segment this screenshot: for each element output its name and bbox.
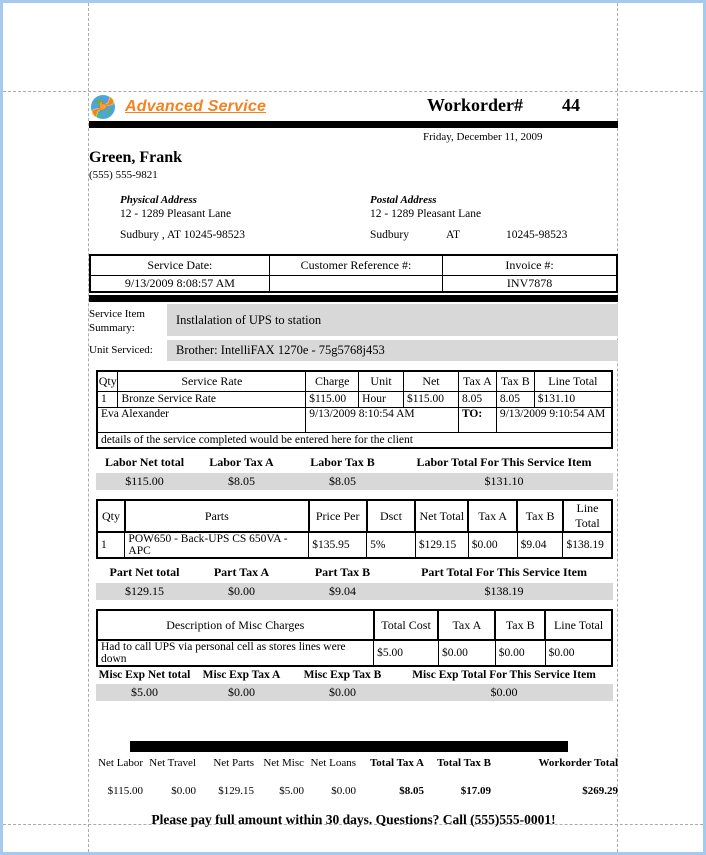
labor-line-total: $131.10 <box>534 391 612 407</box>
labor-header-charge: Charge <box>306 371 359 391</box>
summary-labels-row <box>89 757 618 769</box>
section-divider-bar <box>89 295 618 302</box>
misc-tax-a-label: Misc Exp Tax A <box>202 669 281 681</box>
labor-header-unit: Unit <box>359 371 404 391</box>
parts-header-parts: Parts <box>125 500 309 532</box>
unit-serviced-label: Unit Serviced: <box>89 344 153 356</box>
parts-name: POW650 - Back-UPS CS 650VA - APC <box>125 532 309 558</box>
labor-unit: Hour <box>359 391 404 407</box>
labor-table <box>96 370 613 449</box>
service-date-value: 9/13/2009 8:08:57 AM <box>90 275 269 292</box>
part-item-total-value: $138.19 <box>484 584 524 598</box>
labor-end-time: 9/13/2009 9:10:54 AM <box>496 407 612 432</box>
parts-header-price-per: Price Per <box>309 500 367 532</box>
misc-header-line-total: Line Total <box>545 610 612 640</box>
parts-line-total: $138.19 <box>563 532 612 558</box>
parts-price-per: $135.95 <box>309 532 367 558</box>
misc-total-cost: $5.00 <box>374 640 439 666</box>
report-header <box>89 92 618 121</box>
customer-phone: (555) 555-9821 <box>89 169 158 181</box>
net-parts-value: $129.15 <box>218 785 254 797</box>
report-date: Friday, December 11, 2009 <box>423 131 543 143</box>
physical-address-line2: Sudbury , AT 10245-98523 <box>120 229 246 241</box>
parts-tax-a: $0.00 <box>468 532 517 558</box>
net-travel-label: Net Travel <box>149 757 196 769</box>
postal-address-region: AT <box>446 229 461 241</box>
customer-reference-value <box>269 275 442 292</box>
labor-to-label: TO: <box>458 407 496 432</box>
misc-item-total-value: $0.00 <box>490 685 518 699</box>
labor-tax-a-label: Labor Tax A <box>209 455 274 469</box>
labor-item-total-label: Labor Total For This Service Item <box>416 455 592 469</box>
service-item-summary-value: Instlalation of UPS to station <box>167 304 618 336</box>
net-loans-label: Net Loans <box>310 757 356 769</box>
part-net-total-value: $129.15 <box>125 584 164 598</box>
labor-header-service-rate: Service Rate <box>118 371 306 391</box>
parts-dsct: 5% <box>367 532 416 558</box>
net-misc-label: Net Misc <box>263 757 304 769</box>
labor-item-total-value: $131.10 <box>484 474 524 488</box>
invoice-header: Invoice #: <box>443 255 617 275</box>
labor-tax-b: 8.05 <box>496 391 534 407</box>
total-tax-a-value: $8.05 <box>399 785 424 797</box>
labor-totals <box>96 455 613 490</box>
labor-net-total-label: Labor Net total <box>104 455 185 469</box>
labor-header-net: Net <box>404 371 459 391</box>
addresses-block <box>89 194 618 241</box>
workorder-total-value: $269.29 <box>582 785 618 797</box>
unit-serviced-row <box>89 340 618 361</box>
labor-charge: $115.00 <box>306 391 359 407</box>
misc-header-description: Description of Misc Charges <box>97 610 374 640</box>
service-item-summary-label: Service Item Summary: <box>89 308 145 334</box>
labor-technician-row <box>97 407 612 432</box>
labor-service-rate: Bronze Service Rate <box>118 391 306 407</box>
parts-header-qty: Qty <box>97 500 125 532</box>
postal-address-city: Sudbury <box>370 229 409 241</box>
labor-header-qty: Qty <box>97 371 118 391</box>
misc-row <box>97 640 612 666</box>
part-totals <box>96 565 613 600</box>
net-labor-value: $115.00 <box>107 785 143 797</box>
parts-tax-b: $9.04 <box>517 532 563 558</box>
misc-charges-table <box>96 609 613 667</box>
misc-tax-b-value: $0.00 <box>329 685 356 699</box>
labor-qty: 1 <box>97 391 118 407</box>
labor-details-row <box>97 432 612 448</box>
parts-row <box>97 532 612 558</box>
workorder-total-label: Workorder Total <box>538 757 618 769</box>
technician-name: Eva Alexander <box>97 407 306 432</box>
service-info-table <box>89 254 618 293</box>
part-tax-b-value: $9.04 <box>329 584 356 598</box>
total-tax-b-value: $17.09 <box>460 785 491 797</box>
customer-name: Green, Frank <box>89 149 183 166</box>
misc-header-tax-b: Tax B <box>495 610 545 640</box>
net-misc-value: $5.00 <box>279 785 304 797</box>
postal-address-label: Postal Address <box>370 194 437 206</box>
labor-tax-a-value: $8.05 <box>228 474 255 488</box>
net-loans-value: $0.00 <box>331 785 356 797</box>
misc-item-total-label: Misc Exp Total For This Service Item <box>412 669 596 681</box>
net-labor-label: Net Labor <box>98 757 143 769</box>
net-travel-value: $0.00 <box>171 785 196 797</box>
misc-line-total: $0.00 <box>545 640 612 666</box>
parts-header-net-total: Net Total <box>415 500 468 532</box>
misc-net-total-value: $5.00 <box>131 685 158 699</box>
workorder-label: Workorder# <box>427 95 523 115</box>
postal-address-line1: 12 - 1289 Pleasant Lane <box>370 208 482 220</box>
physical-address <box>120 194 370 241</box>
customer-reference-header: Customer Reference #: <box>269 255 442 275</box>
parts-table <box>96 499 613 559</box>
misc-totals <box>96 669 613 701</box>
labor-tax-b-label: Labor Tax B <box>310 455 375 469</box>
misc-header-total-cost: Total Cost <box>374 610 439 640</box>
net-parts-label: Net Parts <box>213 757 254 769</box>
misc-tax-a-value: $0.00 <box>228 685 255 699</box>
parts-header-tax-b: Tax B <box>517 500 563 532</box>
postal-address <box>370 194 618 241</box>
unit-serviced-value: Brother: IntelliFAX 1270e - 75g5768j453 <box>167 340 618 361</box>
total-tax-a-label: Total Tax A <box>369 757 424 769</box>
service-item-summary-row <box>89 304 618 336</box>
labor-net: $115.00 <box>404 391 459 407</box>
part-tax-a-value: $0.00 <box>228 584 255 598</box>
header-divider-bar <box>89 121 618 128</box>
labor-start-time: 9/13/2009 8:10:54 AM <box>306 407 459 432</box>
invoice-value: INV7878 <box>443 275 617 292</box>
payment-note: Please pay full amount within 30 days. Questions? Call (555)555-0001! <box>151 812 556 827</box>
labor-net-total-value: $115.00 <box>125 474 164 488</box>
parts-header-dsct: Dsct <box>367 500 416 532</box>
labor-tax-b-value: $8.05 <box>329 474 356 488</box>
company-logo-text: Advanced Service <box>125 97 267 115</box>
postal-address-zip: 10245-98523 <box>506 229 568 241</box>
labor-header-tax-b: Tax B <box>496 371 534 391</box>
labor-header-tax-a: Tax A <box>458 371 496 391</box>
parts-header-tax-a: Tax A <box>468 500 517 532</box>
labor-row <box>97 391 612 407</box>
misc-tax-b-label: Misc Exp Tax B <box>303 669 382 681</box>
part-tax-a-label: Part Tax A <box>213 565 270 579</box>
parts-net-total: $129.15 <box>415 532 468 558</box>
summary-values-row <box>89 785 618 797</box>
parts-header-line-total: Line Total <box>563 500 612 532</box>
part-tax-b-label: Part Tax B <box>314 565 371 579</box>
part-item-total-label: Part Total For This Service Item <box>421 565 587 579</box>
report-content <box>89 92 618 828</box>
misc-tax-a: $0.00 <box>438 640 495 666</box>
misc-header-tax-a: Tax A <box>438 610 495 640</box>
service-date-header: Service Date: <box>90 255 269 275</box>
labor-tax-a: 8.05 <box>458 391 496 407</box>
total-tax-b-label: Total Tax B <box>436 757 491 769</box>
physical-address-line1: 12 - 1289 Pleasant Lane <box>120 208 232 220</box>
globe-icon <box>90 94 116 120</box>
labor-details: details of the service completed would be entered here for the client <box>97 432 612 448</box>
parts-qty: 1 <box>97 532 125 558</box>
workorder-number: 44 <box>562 95 580 115</box>
misc-net-total-label: Misc Exp Net total <box>98 669 191 681</box>
part-net-total-label: Part Net total <box>109 565 180 579</box>
summary-divider-bar <box>130 741 568 752</box>
physical-address-label: Physical Address <box>120 194 197 206</box>
misc-tax-b: $0.00 <box>495 640 545 666</box>
labor-header-line-total: Line Total <box>534 371 612 391</box>
misc-description: Had to call UPS via personal cell as stores lines were down <box>97 640 374 666</box>
